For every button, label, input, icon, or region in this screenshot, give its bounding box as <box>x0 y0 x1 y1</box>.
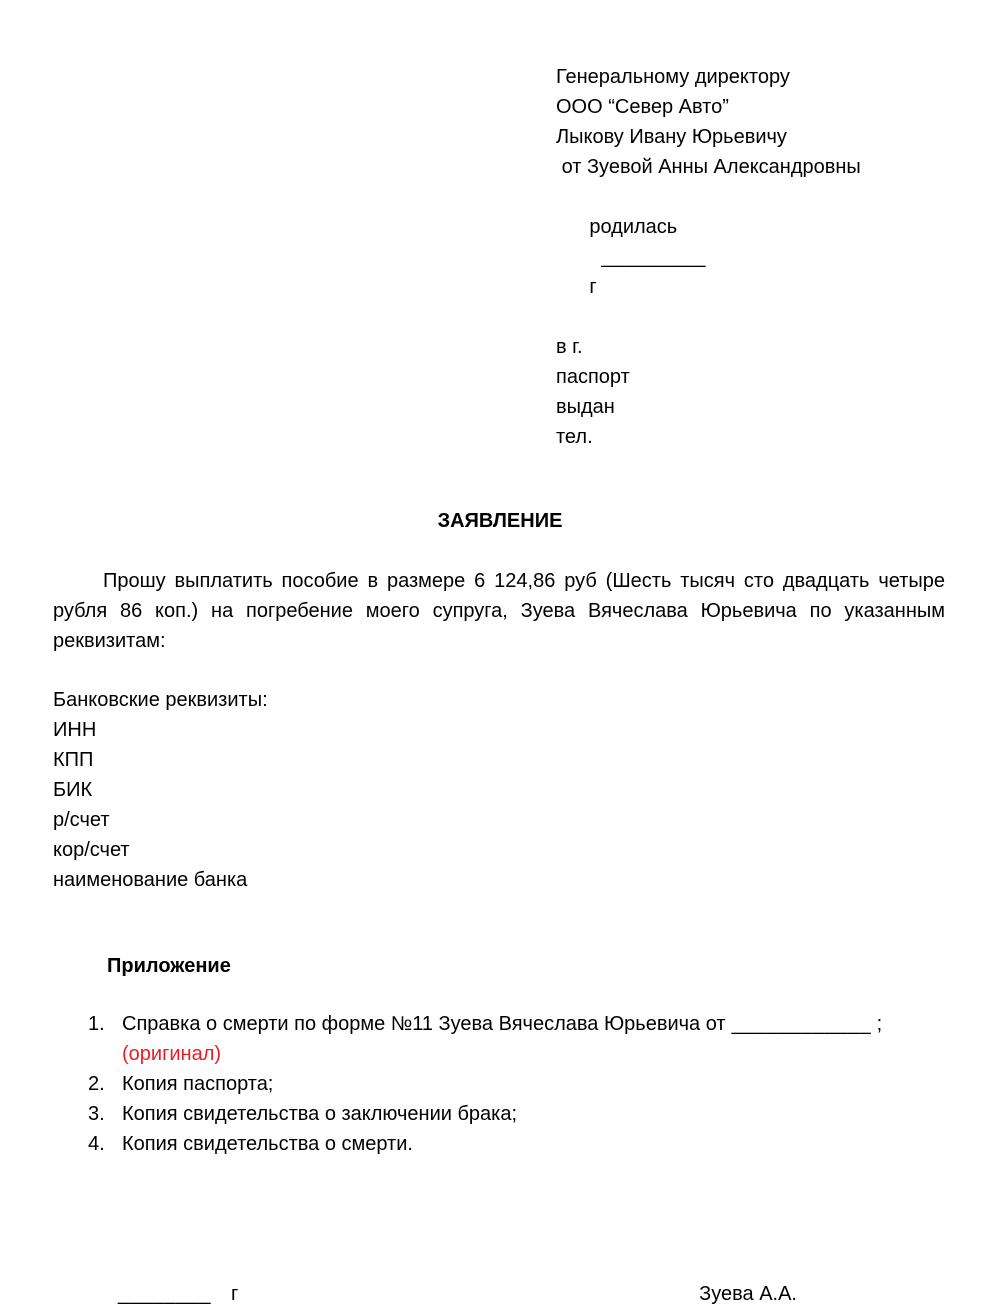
attachment-heading: Приложение <box>107 955 231 977</box>
list-item-text <box>122 1009 960 1039</box>
signature-date-suffix: г <box>230 1283 239 1305</box>
list-item <box>0 1099 1000 1129</box>
list-item-number: 3. <box>88 1103 105 1125</box>
birth-date-label: родилась <box>589 216 678 238</box>
recipient-company: ООО “Север Авто” <box>556 96 729 118</box>
signature-date-blank[interactable]: ________ <box>118 1283 211 1305</box>
list-item-number: 1. <box>88 1013 105 1035</box>
passport-label: паспорт <box>556 366 630 388</box>
bank-field-bik: БИК <box>53 779 93 801</box>
death-certificate-text: Справка о смерти по форме №11 Зуева Вячеслава Юрьевича от <box>122 1013 726 1035</box>
signature-name: Зуева А.А. <box>699 1283 797 1305</box>
list-item-number: 2. <box>88 1073 105 1095</box>
list-item <box>0 1009 1000 1039</box>
document-title: ЗАЯВЛЕНИЕ <box>437 510 563 532</box>
recipient-block <box>556 62 1000 452</box>
recipient-name: Лыкову Ивану Юрьевичу <box>556 126 787 148</box>
bank-details-block <box>53 685 1000 895</box>
phone-label: тел. <box>556 426 593 448</box>
request-paragraph: Прошу выплатить пособие в размере 6 124,86 руб (Шесть тысяч сто двадцать четыре рубля 86 коп.) на погребение моего супруга, Зуева Вячеслава Юрьевича по указанным реквизитам: <box>53 570 945 652</box>
bank-field-account: р/счет <box>53 809 110 831</box>
bank-field-corr-account: кор/счет <box>53 839 130 861</box>
list-item-number: 4. <box>88 1133 105 1155</box>
birth-date-suffix: г <box>589 276 597 298</box>
bank-field-kpp: КПП <box>53 749 94 771</box>
birth-city-label: в г. <box>556 336 583 358</box>
list-item-suffix: ; <box>871 1013 883 1035</box>
recipient-position: Генеральному директору <box>556 66 790 88</box>
birth-date-line <box>556 182 1000 332</box>
bank-details-heading: Банковские реквизиты: <box>53 689 268 711</box>
original-note: (оригинал) <box>122 1043 222 1065</box>
birth-date-blank-field[interactable]: _________ <box>601 246 706 268</box>
signature-row <box>0 1279 1000 1309</box>
bank-field-bank-name: наименование банка <box>53 869 248 891</box>
death-certificate-date-blank[interactable]: ____________ <box>731 1013 872 1035</box>
signature-date <box>118 1279 238 1309</box>
applicant-from-line: от Зуевой Анны Александровны <box>556 156 861 178</box>
list-item <box>0 1129 1000 1159</box>
list-item-text: Копия свидетельства о смерти. <box>122 1133 413 1155</box>
list-item <box>0 1069 1000 1099</box>
attachment-list <box>0 1009 1000 1159</box>
passport-issued-label: выдан <box>556 396 615 418</box>
list-item-text: Копия паспорта; <box>122 1073 274 1095</box>
bank-field-inn: ИНН <box>53 719 97 741</box>
list-item-text: Копия свидетельства о заключении брака; <box>122 1103 518 1125</box>
